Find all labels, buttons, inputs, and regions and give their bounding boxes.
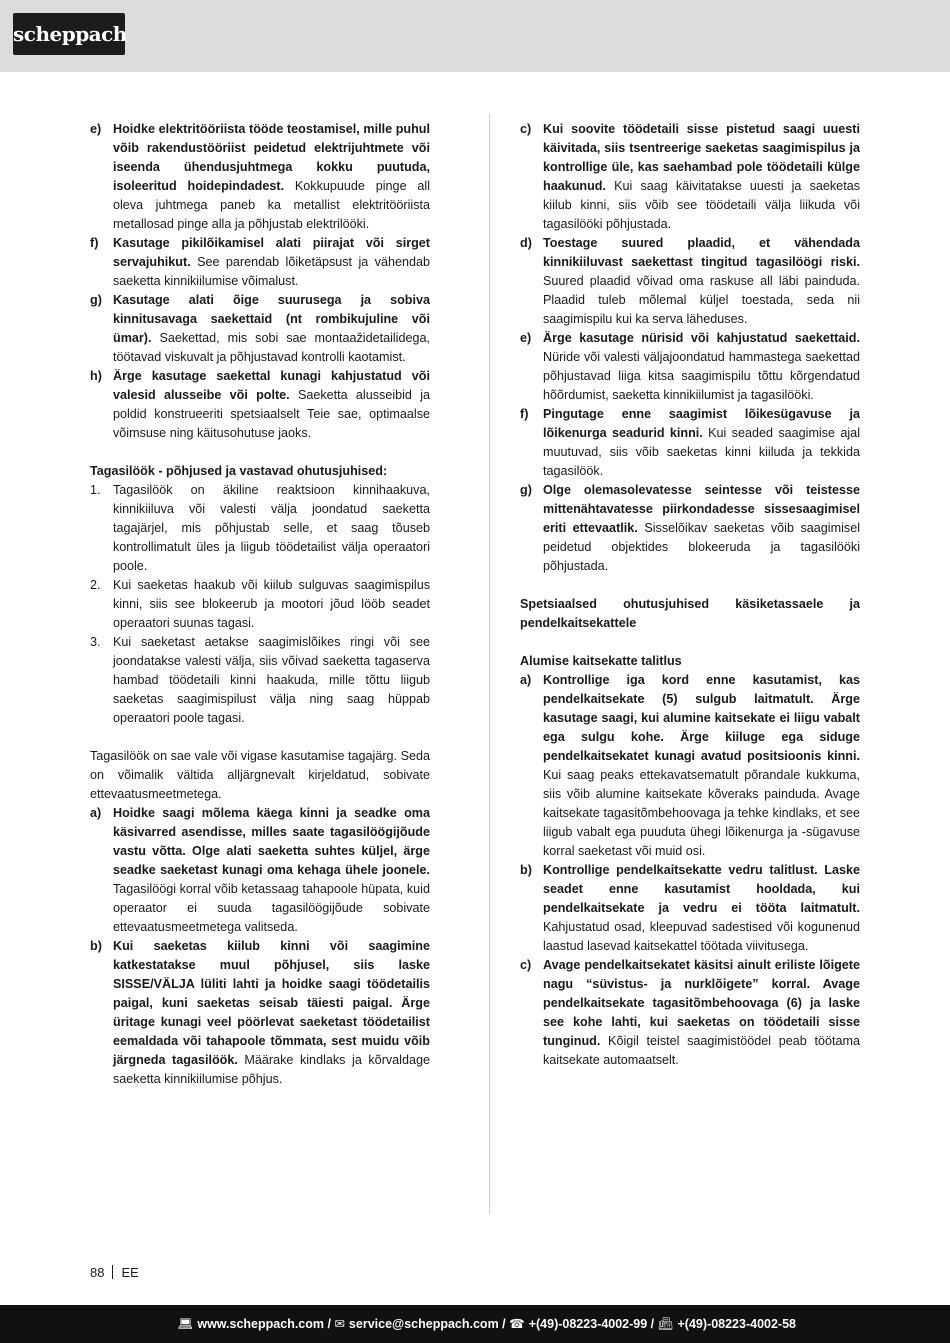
item-text: Kahjustatud osad, kleepuvad sadestised või kogunenud laastud lasevad kaitsekattel töötada viivitusega. <box>543 920 860 953</box>
item-bold-text: Ärge kasutage saekettal kunagi kahjustatud või valesid alusseibe või polte. <box>113 369 430 402</box>
list-item <box>520 234 860 329</box>
footer-separator <box>112 1265 113 1279</box>
item-text: Sisselõikav saeketas võib saagimisel peidetud objektides blokeeruda ja tagasilööki põhjustada. <box>543 521 860 573</box>
website-link[interactable]: www.scheppach.com / <box>197 1317 331 1331</box>
right-column <box>520 120 860 1070</box>
item-label: c) <box>520 958 532 972</box>
column-divider <box>489 114 490 1214</box>
item-bold-text: Toestage suured plaadid, et vähendada kinnikiiluvast saekettast tingitud tagasilöögi riski. <box>543 236 860 269</box>
item-text: See parendab lõiketäpsust ja vähendab saeketta kinnikiilumise võimalust. <box>113 255 430 288</box>
contact-info <box>177 1316 796 1332</box>
phone-number: +(49)-08223-4002-99 / <box>528 1317 655 1331</box>
item-label: h) <box>90 369 102 383</box>
section-heading: Tagasilöök - põhjused ja vastavad ohutusjuhised: <box>90 464 388 478</box>
item-bold-text: Hoidke saagi mõlema käega kinni ja seadke oma käsivarred asendisse, milles saate tagasilöögijõude vastu võtta. Olge alati saeketta suhtes küljel, ärge seadke saeketast kunagi oma kehaga ühele joonele. <box>113 806 430 877</box>
item-number: 1. <box>90 483 101 497</box>
item-bold-text: Kontrollige iga kord enne kasutamist, kas pendelkaitsekate (5) sulgub laitmatult. Ärge kasutage saagi, kui alumine kaitsekate ei liigu vabalt ega sulgu kohe. Ärge kiiluge ega siduge pendelkaitsekatet kunagi avatud positsioonis kinni. <box>543 673 860 763</box>
item-text: Kõigil teistel saagimistöödel peab töötama kaitsekate automaatselt. <box>543 1034 860 1067</box>
list-item <box>520 405 860 481</box>
item-text: Kui saag peaks ettekavatsematult põrandale kukkuma, siis võib alumine kaitsekate kõveraks painduda. Avage kaitsekate tagasitõmbehoovaga ja tehke kindlaks, et see liigub vabalt ega puuduta ühegi lõikenurga ja -sügavuse korral saeketast või muid osi. <box>543 768 860 858</box>
item-text: Nüride või valesti väljajoondatud hammastega saekettad põhjustavad liiga kitsa saagimispilu tõttu kõrgendatud hõõrdumist, saeketta kinnikiilumist ja tagasilööki. <box>543 350 860 402</box>
list-item <box>520 481 860 576</box>
item-bold-text: Kui saeketas kiilub kinni või saagimine katkestatakse muul põhjusel, siis laske SISSE/VÄLJA lüliti lahti ja hoidke saagi töödetailis paigal, kuni saeketas seisab täiesti paigal. Ärge üritage kunagi veel pöörlevat saeketast töödetailist eemaldada või tahapoole tõmmata, sest muidu võib järgneda tagasilöök. <box>113 939 430 1067</box>
item-text: Saeketta alusseibid ja poldid konstrueeriti spetsiaalselt Teie sae, optimaalse võimsuse ning käitusohutuse jaoks. <box>113 388 430 440</box>
email-link[interactable]: service@scheppach.com / <box>348 1317 506 1331</box>
page-footer <box>90 1264 139 1282</box>
item-label: e) <box>520 331 532 345</box>
item-bold-text: Kasutage alati õige suurusega ja sobiva kinnitusavaga saekettaid (nt rombikujuline või ümar). <box>113 293 430 345</box>
fax-icon: 📠︎ <box>657 1317 674 1331</box>
item-label: e) <box>90 122 102 136</box>
item-bold-text: Ärge kasutage nürisid või kahjustatud saekettaid. <box>543 331 860 345</box>
item-label: a) <box>520 673 532 687</box>
item-bold-text: Pingutage enne saagimist lõikesügavuse ja lõikenurga seadurid kinni. <box>543 407 860 440</box>
left-column <box>90 120 430 1089</box>
numbered-item <box>90 576 430 633</box>
numbered-item <box>90 481 430 576</box>
item-text: Saekettad, mis sobi sae montaažidetailidega, töötavad viskuvalt ja põhjustavad kontrolli kaotamist. <box>113 331 430 364</box>
item-number: 2. <box>90 578 101 592</box>
item-label: f) <box>90 236 99 250</box>
computer-icon: 💻︎ <box>177 1317 194 1331</box>
item-text: Kui saag käivitatakse uuesti ja saeketas kiilub kinni, siis võib see töödetaili välja liikuda või tagasilööki põhjustada. <box>543 179 860 231</box>
item-label: f) <box>520 407 529 421</box>
item-bold-text: Olge olemasolevatesse seintesse või teistesse mittenähtavatesse piirkondadesse sissesaagimisel eriti ettevaatlik. <box>543 483 860 535</box>
list-item <box>520 671 860 861</box>
item-bold-text: Kontrollige pendelkaitsekatte vedru talitlust. Laske seadet enne kasutamist hooldada, kui pendelkaitsekate ja vedru ei tööta laitmatult. <box>543 863 860 915</box>
email-icon: ✉︎ <box>334 1317 345 1331</box>
item-text: Tagasilöögi korral võib ketassaag tahapoole hüpata, kuid operaator ei suuda tagasilöögijõude sobivate ettevaatusmeetmetega valitseda. <box>113 882 430 934</box>
list-item <box>90 804 430 937</box>
item-text: Tagasilöök on äkiline reaktsioon kinnihaakuva, kinnikiiluva või valesti välja joondatud saeketta tagajärjel, mis põhjustab selle, et saag tõuseb kontrollimatult üles ja liigub töödetailist välja operaatori poole. <box>113 483 430 573</box>
item-label: b) <box>520 863 532 877</box>
list-item <box>520 329 860 405</box>
item-bold-text: Avage pendelkaitsekatet käsitsi ainult eriliste lõigete nagu “süvistus- ja nurklõigete” korral. Avage pendelkaitsekate tagasitõmbehoovaga (6) ja laske see kohe lahti, kui saeketas on töödetaili sisse tunginud. <box>543 958 860 1048</box>
header-bar <box>0 0 950 72</box>
item-text: Kui seaded saagimise ajal muutuvad, siis võib saeketas kinni kiiluda ja tekkida tagasilöök. <box>543 426 860 478</box>
list-item <box>90 937 430 1089</box>
list-item <box>90 367 430 443</box>
item-bold-text: Kasutage pikilõikamisel alati piirajat või sirget servajuhikut. <box>113 236 430 269</box>
numbered-item <box>90 633 430 728</box>
phone-icon: ☎︎ <box>509 1317 525 1331</box>
item-label: a) <box>90 806 102 820</box>
list-item <box>520 120 860 234</box>
language-code: EE <box>121 1265 139 1280</box>
item-label: b) <box>90 939 102 953</box>
list-item <box>520 956 860 1070</box>
item-bold-text: Hoidke elektritööriista tööde teostamisel, mille puhul võib rakendustööriist peidetud elektrijuhtmete või iseenda ühendusjuhtmega kokku puutuda, isoleeritud hoidepindadest. <box>113 122 430 193</box>
scheppach-logo: scheppach <box>13 13 125 55</box>
list-item <box>520 861 860 956</box>
item-text: Kui saeketast aetakse saagimislõikes ringi või see joondatakse valesti välja, siis võivad saeketta tagaserva hambad töödetaili kinni haakuda, mille tõttu liigub saeketas saagimispilust välja ning saag hüppab operaatori poole tagasi. <box>113 635 430 725</box>
item-text: Kui saeketas haakub või kiilub sulguvas saagimispilus kinni, siis see blokeerub ja mootori jõud lööb seadet operaatori suunas tagasi. <box>113 578 430 630</box>
page-number: 88 <box>90 1265 105 1280</box>
item-text: Määrake kindlaks ja kõrvaldage saeketta kinnikiilumise põhjus. <box>113 1053 430 1086</box>
paragraph: Tagasilöök on sae vale või vigase kasutamise tagajärg. Seda on võimalik vältida alljärgnevalt kirjeldatud, sobivate ettevaatusmeetmetega. <box>90 749 430 801</box>
item-bold-text: Kui soovite töödetaili sisse pistetud saagi uuesti käivitada, siis tsentreerige saeketas saagimispilus ja kontrollige üle, kas saehambad pole töödetaili külge haakunud. <box>543 122 860 193</box>
item-number: 3. <box>90 635 101 649</box>
item-label: g) <box>520 483 532 497</box>
item-label: g) <box>90 293 102 307</box>
item-text: Kokkupuude pinge all oleva juhtmega paneb ka metallist elektritööriista metallosad pinge alla ja põhjustab elektrilööki. <box>113 179 430 231</box>
item-label: c) <box>520 122 532 136</box>
section-heading: Spetsiaalsed ohutusjuhised käsiketassaele ja pendelkaitsekattele <box>520 597 860 630</box>
item-label: d) <box>520 236 532 250</box>
fax-number: +(49)-08223-4002-58 <box>677 1317 796 1331</box>
list-item <box>90 120 430 234</box>
item-text: Suured plaadid võivad oma raskuse all läbi painduda. Plaadid tuleb mõlemal küljel toestada, seda nii saagimispilu kui ka serva läheduses. <box>543 274 860 326</box>
list-item <box>90 291 430 367</box>
subsection-heading: Alumise kaitsekatte talitlus <box>520 654 682 668</box>
list-item <box>90 234 430 291</box>
